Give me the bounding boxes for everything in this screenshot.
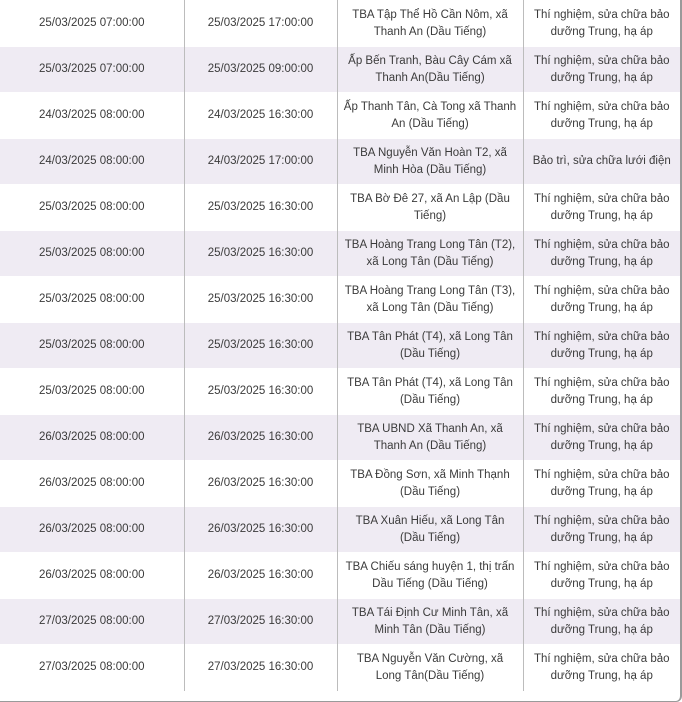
location-cell: TBA Tân Phát (T4), xã Long Tân (Dầu Tiếng) [337,369,523,415]
reason-cell: Thí nghiệm, sửa chữa bảo dưỡng Trung, hạ áp [523,185,680,231]
reason-cell: Thí nghiệm, sửa chữa bảo dưỡng Trung, hạ áp [523,277,680,323]
location-cell: TBA Tái Định Cư Minh Tân, xã Minh Tân (Dầu Tiếng) [337,599,523,645]
end-time-cell: 25/03/2025 16:30:00 [184,277,337,323]
start-time-cell: 25/03/2025 07:00:00 [0,47,184,93]
table-row [0,277,680,323]
location-cell: TBA UBND Xã Thanh An, xã Thanh An (Dầu Tiếng) [337,415,523,461]
end-time-cell: 26/03/2025 16:30:00 [184,415,337,461]
end-time-cell: 25/03/2025 17:00:00 [184,0,337,47]
start-time-cell: 24/03/2025 08:00:00 [0,93,184,139]
reason-cell: Thí nghiệm, sửa chữa bảo dưỡng Trung, hạ áp [523,369,680,415]
reason-cell: Thí nghiệm, sửa chữa bảo dưỡng Trung, hạ áp [523,0,680,47]
start-time-cell: 24/03/2025 08:00:00 [0,139,184,185]
start-time-cell: 25/03/2025 08:00:00 [0,277,184,323]
start-time-cell: 25/03/2025 08:00:00 [0,231,184,277]
end-time-cell: 25/03/2025 16:30:00 [184,231,337,277]
reason-cell: Bảo trì, sửa chữa lưới điện [523,139,680,185]
start-time-cell: 25/03/2025 08:00:00 [0,323,184,369]
end-time-cell: 25/03/2025 09:00:00 [184,47,337,93]
table-row [0,323,680,369]
table-row [0,553,680,599]
start-time-cell: 25/03/2025 08:00:00 [0,369,184,415]
reason-cell: Thí nghiệm, sửa chữa bảo dưỡng Trung, hạ áp [523,323,680,369]
reason-cell: Thí nghiệm, sửa chữa bảo dưỡng Trung, hạ áp [523,461,680,507]
table-row [0,0,680,47]
start-time-cell: 26/03/2025 08:00:00 [0,461,184,507]
location-cell: TBA Hoàng Trang Long Tân (T2), xã Long Tân (Dầu Tiếng) [337,231,523,277]
table-row [0,507,680,553]
location-cell: TBA Xuân Hiếu, xã Long Tân (Dầu Tiếng) [337,507,523,553]
end-time-cell: 27/03/2025 16:30:00 [184,645,337,691]
table-row [0,461,680,507]
location-cell: TBA Nguyễn Văn Hoàn T2, xã Minh Hòa (Dầu Tiếng) [337,139,523,185]
table-row [0,47,680,93]
end-time-cell: 26/03/2025 16:30:00 [184,553,337,599]
start-time-cell: 25/03/2025 07:00:00 [0,0,184,47]
reason-cell: Thí nghiệm, sửa chữa bảo dưỡng Trung, hạ áp [523,507,680,553]
table-row [0,139,680,185]
reason-cell: Thí nghiệm, sửa chữa bảo dưỡng Trung, hạ áp [523,231,680,277]
table-row [0,645,680,691]
table-row [0,415,680,461]
start-time-cell: 26/03/2025 08:00:00 [0,553,184,599]
location-cell: TBA Tân Phát (T4), xã Long Tân (Dầu Tiếng) [337,323,523,369]
end-time-cell: 24/03/2025 17:00:00 [184,139,337,185]
reason-cell: Thí nghiệm, sửa chữa bảo dưỡng Trung, hạ áp [523,93,680,139]
start-time-cell: 26/03/2025 08:00:00 [0,415,184,461]
reason-cell: Thí nghiệm, sửa chữa bảo dưỡng Trung, hạ áp [523,599,680,645]
reason-cell: Thí nghiệm, sửa chữa bảo dưỡng Trung, hạ áp [523,47,680,93]
table-row [0,599,680,645]
reason-cell: Thí nghiệm, sửa chữa bảo dưỡng Trung, hạ áp [523,553,680,599]
location-cell: TBA Đồng Sơn, xã Minh Thạnh (Dầu Tiếng) [337,461,523,507]
location-cell: Ấp Bến Tranh, Bàu Cây Cám xã Thanh An(Dầu Tiếng) [337,47,523,93]
end-time-cell: 26/03/2025 16:30:00 [184,461,337,507]
table-row [0,231,680,277]
end-time-cell: 25/03/2025 16:30:00 [184,323,337,369]
start-time-cell: 26/03/2025 08:00:00 [0,507,184,553]
location-cell: Ấp Thanh Tân, Cà Tong xã Thanh An (Dầu Tiếng) [337,93,523,139]
start-time-cell: 25/03/2025 08:00:00 [0,185,184,231]
end-time-cell: 27/03/2025 16:30:00 [184,599,337,645]
end-time-cell: 25/03/2025 16:30:00 [184,369,337,415]
location-cell: TBA Nguyễn Văn Cường, xã Long Tân(Dầu Tiếng) [337,645,523,691]
reason-cell: Thí nghiệm, sửa chữa bảo dưỡng Trung, hạ áp [523,645,680,691]
end-time-cell: 26/03/2025 16:30:00 [184,507,337,553]
table-row [0,369,680,415]
end-time-cell: 24/03/2025 16:30:00 [184,93,337,139]
location-cell: TBA Tập Thể Hồ Cần Nôm, xã Thanh An (Dầu Tiếng) [337,0,523,47]
start-time-cell: 27/03/2025 08:00:00 [0,599,184,645]
location-cell: TBA Chiếu sáng huyện 1, thị trấn Dầu Tiếng (Dầu Tiếng) [337,553,523,599]
end-time-cell: 25/03/2025 16:30:00 [184,185,337,231]
table-row [0,93,680,139]
location-cell: TBA Bờ Đê 27, xã An Lập (Dầu Tiếng) [337,185,523,231]
start-time-cell: 27/03/2025 08:00:00 [0,645,184,691]
reason-cell: Thí nghiệm, sửa chữa bảo dưỡng Trung, hạ áp [523,415,680,461]
table-row [0,185,680,231]
location-cell: TBA Hoàng Trang Long Tân (T3), xã Long Tân (Dầu Tiếng) [337,277,523,323]
